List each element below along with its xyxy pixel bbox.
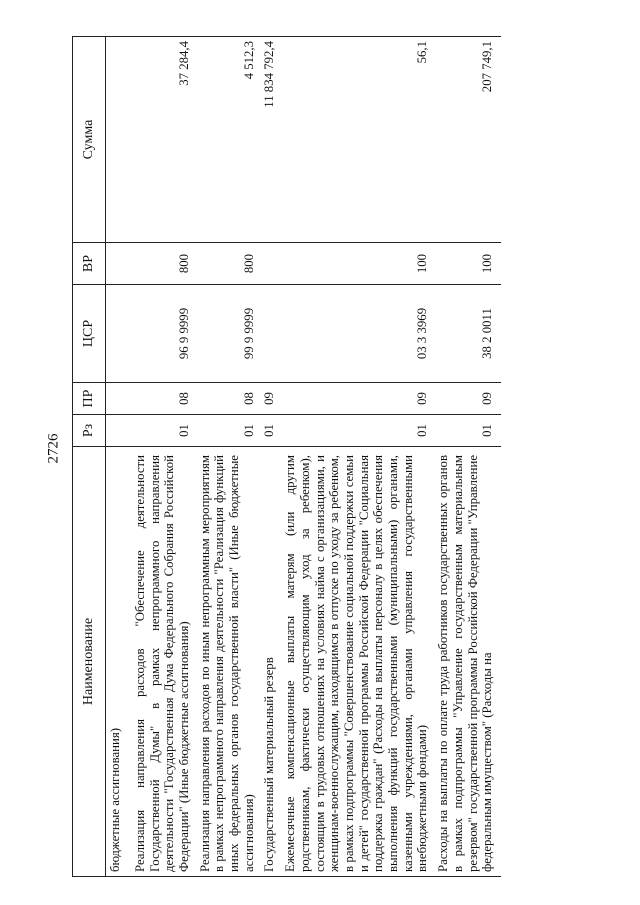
row-csr bbox=[262, 285, 283, 383]
row-name: Государственный материальный резерв bbox=[262, 447, 283, 877]
row-sum: 11 834 792,4 bbox=[262, 37, 283, 243]
header-vr: ВР bbox=[73, 243, 106, 285]
row-sum: 207 749,1 bbox=[436, 37, 501, 243]
table-row bbox=[436, 37, 501, 877]
header-sum: Сумма bbox=[73, 37, 106, 243]
table-row bbox=[283, 37, 436, 877]
row-rz: 01 bbox=[198, 415, 263, 447]
row-sum: 56,1 bbox=[283, 37, 436, 243]
rotated-page bbox=[72, 37, 624, 877]
row-csr: 38 2 0011 bbox=[436, 285, 501, 383]
row-pr: 08 bbox=[133, 383, 198, 415]
table-row-continuation bbox=[106, 37, 133, 877]
table-row bbox=[133, 37, 198, 877]
row-vr: 100 bbox=[436, 243, 501, 285]
table-row bbox=[198, 37, 263, 877]
header-pr: ПР bbox=[73, 383, 106, 415]
row-sum: 4 512,3 bbox=[198, 37, 263, 243]
table-header-row bbox=[73, 37, 106, 877]
row-vr: 100 bbox=[283, 243, 436, 285]
header-name: Наименование bbox=[73, 447, 106, 877]
row-sum: 37 284,4 bbox=[133, 37, 198, 243]
page-number: 2726 bbox=[45, 433, 62, 464]
row-rz: 01 bbox=[283, 415, 436, 447]
row-csr: 99 9 9999 bbox=[198, 285, 263, 383]
row-name: Ежемесячные компенсационные выплаты матерям (или другим родственникам, фактически осуществляющим уход за ребенком), состоящим в трудовых отношениях на условиях найма с организациями, и женщинам-военнослужащим, находящимся в отпуске по уходу за ребенком, в рамках подпрограммы "Совершенствование социальной поддержки семьи и детей" государственной программы Российской Федерации "Социальная поддержка граждан" (Расходы на выплаты персоналу в целях обеспечения выполнения функций государственными (муниципальными) органами, казенными учреждениями, органами управления государственными внебюджетными фондами) bbox=[283, 447, 436, 877]
row-name: Реализация направления расходов "Обеспечение деятельности Государственной Думы" в рамках непрограммного направления деятельности "Государственная Дума Федерального Собрания Российской Федерации" (Иные бюджетные ассигнования) bbox=[133, 447, 198, 877]
row-name: Реализация направления расходов по иным непрограммным мероприятиям в рамках непрограммного направления деятельности "Реализация функций иных федеральных органов государственной власти" (Иные бюджетные ассигнования) bbox=[198, 447, 263, 877]
header-csr: ЦСР bbox=[73, 285, 106, 383]
continuation-text: бюджетные ассигнования) bbox=[106, 447, 133, 877]
row-csr: 03 3 3969 bbox=[283, 285, 436, 383]
row-rz: 01 bbox=[133, 415, 198, 447]
row-vr: 800 bbox=[133, 243, 198, 285]
row-rz: 01 bbox=[262, 415, 283, 447]
table-row bbox=[262, 37, 283, 877]
row-pr: 09 bbox=[283, 383, 436, 415]
budget-table bbox=[72, 36, 501, 877]
row-pr: 09 bbox=[436, 383, 501, 415]
row-vr bbox=[262, 243, 283, 285]
row-name: Расходы на выплаты по оплате труда работников государственных органов в рамках подпрограммы "Управление государственным материальным резервом" государственной программы Российской Федерации "Управление федеральным имуществом" (Расходы на bbox=[436, 447, 501, 877]
row-vr: 800 bbox=[198, 243, 263, 285]
row-pr: 09 bbox=[262, 383, 283, 415]
row-csr: 96 9 9999 bbox=[133, 285, 198, 383]
header-rz: Рз bbox=[73, 415, 106, 447]
row-pr: 08 bbox=[198, 383, 263, 415]
row-rz: 01 bbox=[436, 415, 501, 447]
